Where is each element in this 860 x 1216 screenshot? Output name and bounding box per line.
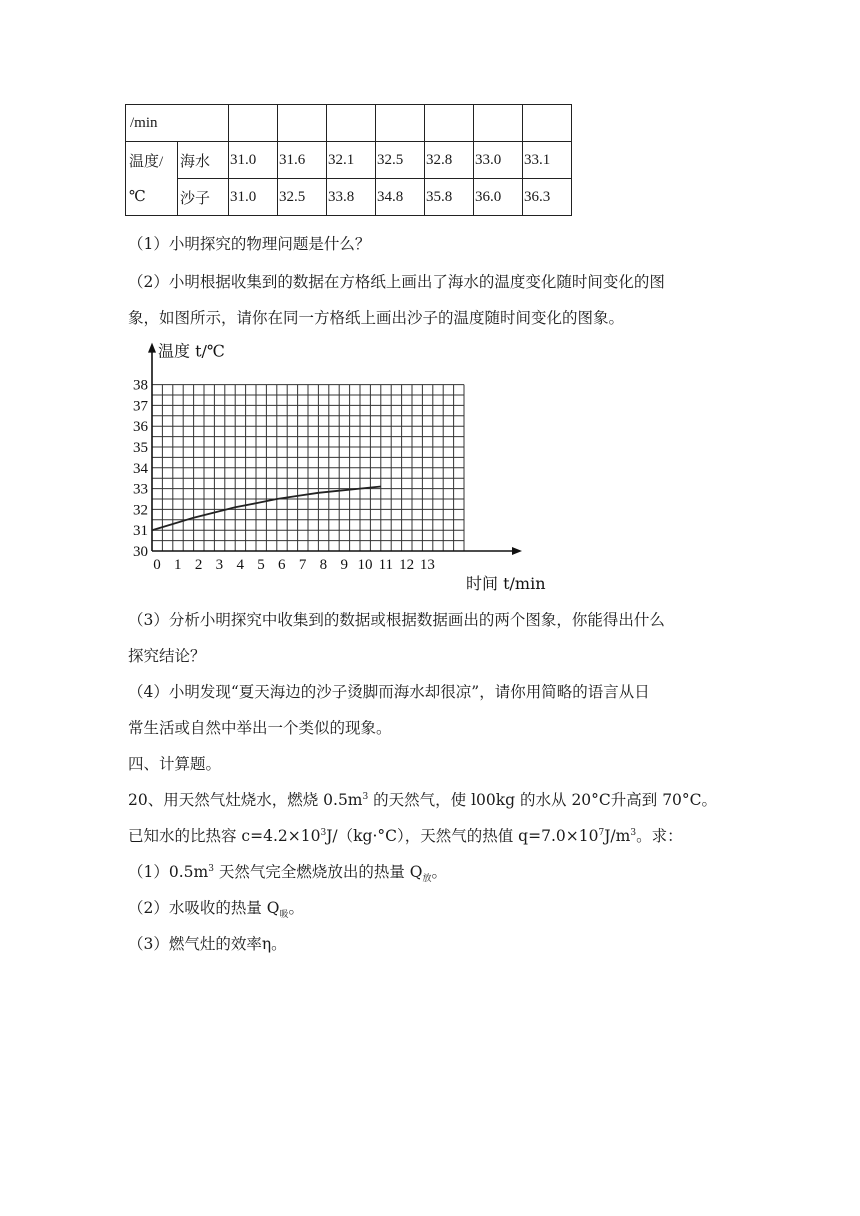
problem-20-line-2 (128, 824, 683, 846)
problem-20-line-1 (128, 788, 717, 810)
y-tick-label: 33 (133, 481, 148, 498)
x-tick-label: 2 (194, 557, 203, 573)
question-2-line-1: （2）小明根据收集到的数据在方格纸上画出了海水的温度变化随时间变化的图 (128, 273, 665, 291)
table-cell (327, 105, 376, 142)
superscript: 3 (320, 827, 327, 838)
question-3-line-1: （3）分析小明探究中收集到的数据或根据数据画出的两个图象，你能得出什么 (128, 611, 665, 629)
x-tick-label: 12 (399, 557, 415, 573)
row-label-seawater: 海水 (178, 142, 229, 179)
problem-20-question-1 (128, 860, 447, 884)
y-tick-label: 34 (133, 460, 148, 477)
text-span: （2）水吸收的热量 Q (128, 899, 280, 917)
superscript: 7 (598, 827, 605, 838)
text-span: J/（kg·°C），天然气的热值 q=7.0×10 (326, 827, 599, 845)
text-span: 。求： (636, 827, 683, 845)
x-tick-label: 13 (419, 557, 435, 573)
y-tick-label: 30 (133, 544, 148, 560)
table-cell (523, 105, 572, 142)
question-4-line-2: 常生活或自然中举出一个类似的现象。 (128, 719, 392, 737)
table-cell: 31.0 (229, 179, 278, 216)
table-cell (278, 105, 327, 142)
table-cell: 33.0 (474, 142, 523, 179)
superscript: 3 (630, 827, 637, 838)
table-cell: 32.5 (376, 142, 425, 179)
temperature-label-2: ℃ (129, 188, 146, 205)
table-cell: 32.5 (278, 179, 327, 216)
y-tick-label: 36 (133, 419, 148, 436)
temperature-label-1: 温度/ (129, 153, 164, 170)
table-cell: 32.1 (327, 142, 376, 179)
temperature-label-cell (126, 142, 178, 216)
table-cell: 36.0 (474, 179, 523, 216)
y-axis-title: 温度 t/℃ (158, 341, 225, 361)
x-tick-label: 11 (378, 557, 394, 573)
text-span: 天然气完全燃烧放出的热量 Q (213, 863, 423, 881)
x-tick-label: 4 (236, 557, 244, 573)
table-row (126, 142, 572, 179)
y-axis-arrow (148, 343, 156, 353)
y-tick-label: 37 (133, 398, 148, 415)
problem-20-question-2 (128, 896, 304, 920)
x-tick-label: 9 (340, 557, 348, 573)
section-heading: 四、计算题。 (128, 755, 222, 773)
table-cell (474, 105, 523, 142)
table-cell (376, 105, 425, 142)
table-cell: 32.8 (425, 142, 474, 179)
row-label-sand: 沙子 (178, 179, 229, 216)
superscript: 3 (362, 791, 369, 802)
y-tick-label: 32 (133, 502, 148, 519)
subscript: 吸 (279, 910, 289, 921)
y-tick-label: 31 (133, 523, 148, 540)
table-cell (425, 105, 474, 142)
x-axis-arrow (512, 547, 522, 555)
table-cell (229, 105, 278, 142)
table-cell: 33.8 (327, 179, 376, 216)
text-span: J/m (604, 827, 631, 845)
subscript: 放 (422, 874, 432, 885)
table-row (126, 105, 572, 142)
text-span: 20、用天然气灶烧水，燃烧 0.5m (128, 791, 363, 809)
table-cell: 34.8 (376, 179, 425, 216)
x-axis-title: 时间 t/min (466, 574, 546, 593)
x-tick-label: 10 (357, 557, 373, 573)
x-tick-label: 6 (278, 557, 286, 573)
y-tick-label: 38 (133, 377, 148, 394)
x-tick-label: 0 (153, 557, 161, 573)
table-row (126, 179, 572, 216)
x-tick-label: 3 (215, 557, 224, 573)
table-cell: 36.3 (523, 179, 572, 216)
x-tick-label: 7 (298, 557, 307, 573)
x-tick-label: 8 (319, 557, 328, 573)
problem-20-question-3: （3）燃气灶的效率η。 (128, 935, 287, 953)
text-span: 。 (431, 863, 448, 881)
table-cell: 35.8 (425, 179, 474, 216)
text-span: 。 (288, 899, 305, 917)
x-tick-label: 5 (257, 557, 265, 573)
question-3-line-2: 探究结论？ (128, 647, 206, 665)
question-1: （1）小明探究的物理问题是什么？ (128, 235, 371, 253)
x-tick-label: 1 (174, 557, 182, 573)
data-table (125, 104, 572, 216)
table-cell: 31.0 (229, 142, 278, 179)
table-cell: 33.1 (523, 142, 572, 179)
text-span: 已知水的比热容 c=4.2×10 (128, 827, 321, 845)
y-tick-label: 35 (133, 440, 148, 456)
question-4-line-1: （4）小明发现“夏天海边的沙子烫脚而海水却很凉”，请你用简略的语言从日 (128, 683, 650, 701)
superscript: 3 (208, 863, 214, 874)
text-span: （1）0.5m (128, 863, 209, 881)
text-span: 的天然气，使 l00kg 的水从 20°C升高到 70°C。 (368, 791, 718, 809)
question-2-line-2: 象，如图所示，请你在同一方格纸上画出沙子的温度随时间变化的图象。 (128, 309, 625, 327)
temperature-time-chart (120, 335, 546, 597)
time-unit-cell: /min (126, 105, 229, 142)
table-cell: 31.6 (278, 142, 327, 179)
